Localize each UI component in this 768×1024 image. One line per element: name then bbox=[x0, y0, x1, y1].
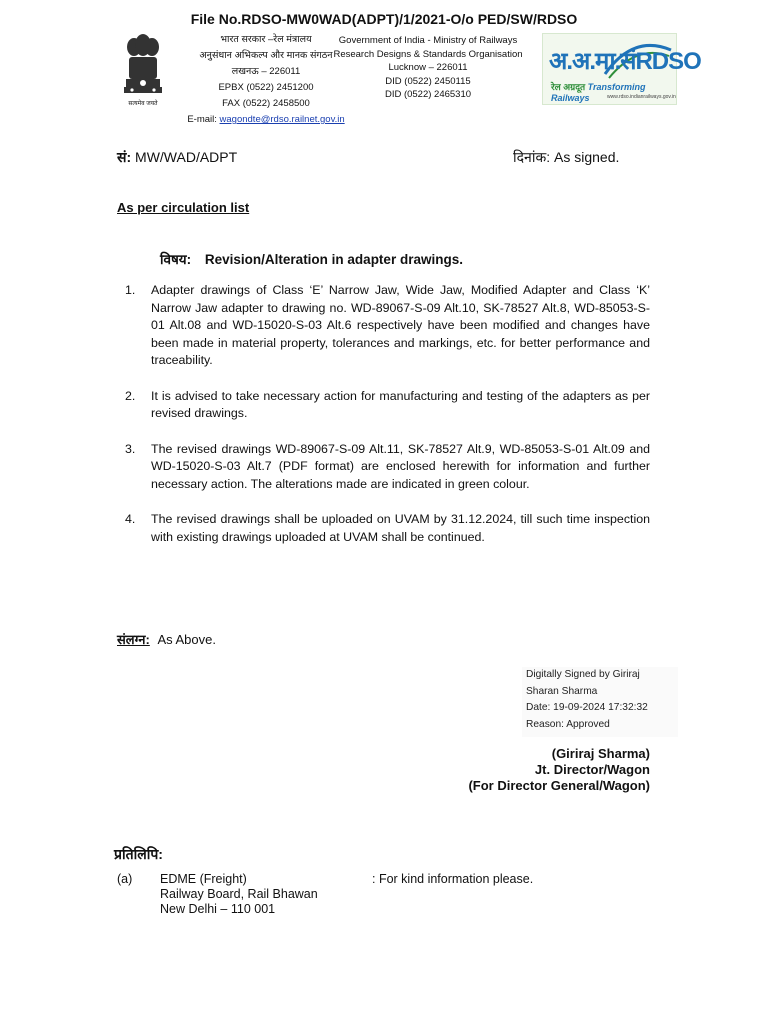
item-text: It is advised to take necessary action for manufacturing and testing of the adapters as per revised drawings. bbox=[151, 388, 650, 420]
header-line: भारत सरकार –रेल मंत्रालय bbox=[220, 34, 312, 45]
header-line: Research Designs & Standards Organisation bbox=[333, 48, 523, 60]
header-line: लखनऊ – 226011 bbox=[231, 66, 301, 77]
address-line: New Delhi – 110 001 bbox=[160, 902, 276, 916]
signer-block bbox=[440, 746, 650, 794]
email-line bbox=[175, 112, 357, 128]
header-line: Lucknow – 226011 bbox=[388, 62, 468, 73]
date-value: As signed. bbox=[554, 149, 620, 165]
copy-item-purpose: : For kind information please. bbox=[372, 872, 534, 886]
rdso-logo bbox=[542, 33, 701, 105]
signer-name: (Giriraj Sharma) bbox=[551, 746, 650, 761]
subject-text: Revision/Alteration in adapter drawings. bbox=[204, 252, 463, 267]
list-item bbox=[118, 441, 650, 494]
logo-sub-hindi: रेल अग्रदूत bbox=[551, 82, 586, 92]
email-label: E-mail: bbox=[187, 114, 217, 125]
date-line bbox=[513, 148, 619, 167]
points-list bbox=[118, 282, 650, 564]
reference-number bbox=[117, 148, 237, 167]
header-line: DID (0522) 2465310 bbox=[384, 89, 472, 100]
copy-item-address bbox=[160, 872, 318, 917]
reference-value: MW/WAD/ADPT bbox=[135, 149, 238, 165]
subject-line bbox=[160, 250, 463, 268]
header-line: EPBX (0522) 2451200 bbox=[218, 82, 314, 93]
logo-main: RDSO bbox=[635, 48, 701, 75]
item-text: The revised drawings WD-89067-S-09 Alt.11, SK-78527 Alt.9, WD-85053-S-01 Alt.09 and WD-15020-S-03 Alt.7 (PDF format) are enclosed herewith for information and further necessary action. The alterations made are indicated in green colour. bbox=[151, 441, 650, 491]
item-number: 4. bbox=[125, 512, 136, 526]
item-number: 2. bbox=[125, 388, 136, 403]
address-line: EDME (Freight) bbox=[160, 872, 247, 886]
signature-line: Date: 19-09-2024 17:32:32 bbox=[526, 702, 648, 713]
item-text: The revised drawings shall be uploaded on UVAM by 31.12.2024, till such time inspection with existing drawings uploaded at UVAM shall be continued. bbox=[151, 512, 650, 544]
logo-tagline: Transforming Railways bbox=[551, 82, 646, 103]
header-line: DID (0522) 2450115 bbox=[385, 75, 471, 87]
logo-hindi: अ.अ.मा.सं bbox=[549, 48, 636, 75]
enclosure-value: As Above. bbox=[157, 632, 216, 647]
signature-line: Sharan Sharma bbox=[526, 685, 598, 697]
item-number: 1. bbox=[125, 283, 136, 297]
file-number: File No.RDSO-MW0WAD(ADPT)/1/2021-O/o PED/SW/RDSO bbox=[190, 11, 578, 27]
emblem-motto: सत्यमेव जयते bbox=[128, 101, 158, 107]
signer-for: (For Director General/Wagon) bbox=[468, 778, 650, 793]
header-line: FAX (0522) 2458500 bbox=[222, 98, 310, 109]
date-label: दिनांक: bbox=[513, 149, 551, 165]
signer-designation: Jt. Director/Wagon bbox=[534, 762, 650, 777]
signature-line: Reason: Approved bbox=[526, 718, 610, 730]
item-number: 3. bbox=[125, 441, 136, 456]
digital-signature-block bbox=[522, 667, 678, 737]
reference-label: सं: bbox=[117, 149, 132, 165]
signature-line: Digitally Signed by Giriraj bbox=[526, 669, 640, 680]
list-item bbox=[118, 282, 650, 370]
list-item bbox=[118, 388, 650, 423]
copy-item-marker: (a) bbox=[117, 872, 133, 886]
copy-to-label: प्रतिलिपि: bbox=[114, 846, 163, 862]
enclosure-label: संलग्न: bbox=[117, 632, 150, 647]
address-line: Railway Board, Rail Bhawan bbox=[160, 887, 318, 901]
circulation-heading: As per circulation list bbox=[117, 200, 250, 215]
enclosure-line bbox=[117, 630, 216, 648]
list-item bbox=[118, 511, 650, 546]
header-line: Government of India - Ministry of Railways bbox=[338, 35, 518, 46]
logo-text bbox=[549, 44, 701, 77]
header-line: अनुसंधान अभिकल्प और मानक संगठन bbox=[199, 50, 333, 61]
header-english-contact bbox=[330, 34, 526, 102]
email-link[interactable]: wagondte@rdso.railnet.gov.in bbox=[219, 114, 345, 125]
item-text: Adapter drawings of Class ‘E’ Narrow Jaw, Wide Jaw, Modified Adapter and Class ‘K’ Narrow Jaw adapter to drawing no. WD-89067-S-09 Alt.10, SK-78527 Alt.8, WD-85053-S-01 Alt.08 and WD-15020-S-03 Alt.6 respectively have been modified and changes have been made in material property, tolerances and markings, etc. for better performance and traceability. bbox=[151, 283, 650, 367]
logo-url: www.rdso.indianrailways.gov.in bbox=[607, 94, 676, 100]
subject-label: विषय: bbox=[160, 252, 192, 267]
